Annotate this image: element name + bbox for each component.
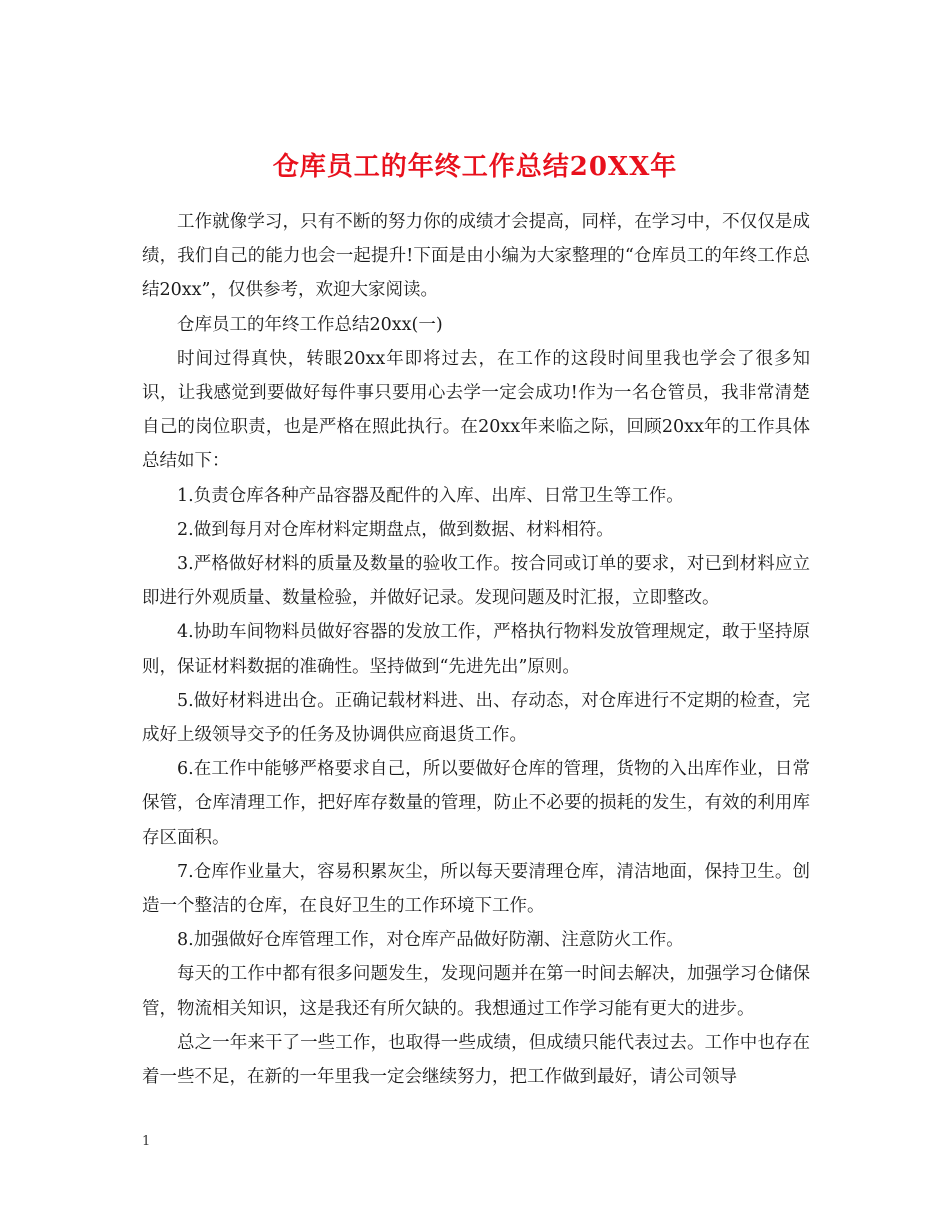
list-item-8: 8.加强做好仓库管理工作，对仓库产品做好防潮、注意防火工作。 — [177, 930, 684, 951]
list-item-3: 3.严格做好材料的质量及数量的验收工作。按合同或订单的要求，对已到材料应立即进行外观质量、数量检验，并做好记录。发现问题及时汇报，立即整改。 — [142, 554, 810, 609]
list-item-4: 4.协助车间物料员做好容器的发放工作，严格执行物料发放管理规定，敢于坚持原则，保证材料数据的准确性。坚持做到“先进先出”原则。 — [142, 622, 810, 677]
paragraph-reflection: 每天的工作中都有很多问题发生，发现问题并在第一时间去解决，加强学习仓储保管，物流相关知识，这是我还有所欠缺的。我想通过工作学习能有更大的进步。 — [142, 964, 810, 1019]
page-number: 1 — [142, 1134, 151, 1149]
list-item-6: 6.在工作中能够严格要求自己，所以要做好仓库的管理，货物的入出库作业，日常保管，仓库清理工作，把好库存数量的管理，防止不必要的损耗的发生，有效的利用库存区面积。 — [142, 759, 810, 848]
list-item-1: 1.负责仓库各种产品容器及配件的入库、出库、日常卫生等工作。 — [177, 485, 684, 506]
list-item-2: 2.做到每月对仓库材料定期盘点，做到数据、材料相符。 — [177, 519, 614, 540]
section-heading: 仓库员工的年终工作总结20xx(一) — [177, 314, 443, 335]
document-title: 仓库员工的年终工作总结20XX年 — [272, 152, 678, 183]
paragraph-overview: 时间过得真快，转眼20xx年即将过去，在工作的这段时间里我也学会了很多知识，让我感觉到要做好每件事只要用心去学一定会成功!作为一名仓管员，我非常清楚自己的岗位职责，也是严格在照此执行。在20xx年来临之际，回顾20xx年的工作具体总结如下： — [142, 348, 810, 472]
list-item-5: 5.做好材料进出仓。正确记载材料进、出、存动态，对仓库进行不定期的检查，完成好上级领导交予的任务及协调供应商退货工作。 — [142, 690, 810, 746]
paragraph-intro: 工作就像学习，只有不断的努力你的成绩才会提高，同样，在学习中，不仅仅是成绩，我们自己的能力也会一起提升!下面是由小编为大家整理的“仓库员工的年终工作总结20xx”，仅供参考，欢迎大家阅读。 — [142, 212, 810, 301]
document-body — [142, 205, 810, 1094]
paragraph-conclusion: 总之一年来干了一些工作，也取得一些成绩，但成绩只能代表过去。工作中也存在着一些不足，在新的一年里我一定会继续努力，把工作做到最好，请公司领导 — [142, 1032, 810, 1088]
list-item-7: 7.仓库作业量大，容易积累灰尘，所以每天要清理仓库，清洁地面，保持卫生。创造一个整洁的仓库，在良好卫生的工作环境下工作。 — [142, 861, 810, 917]
